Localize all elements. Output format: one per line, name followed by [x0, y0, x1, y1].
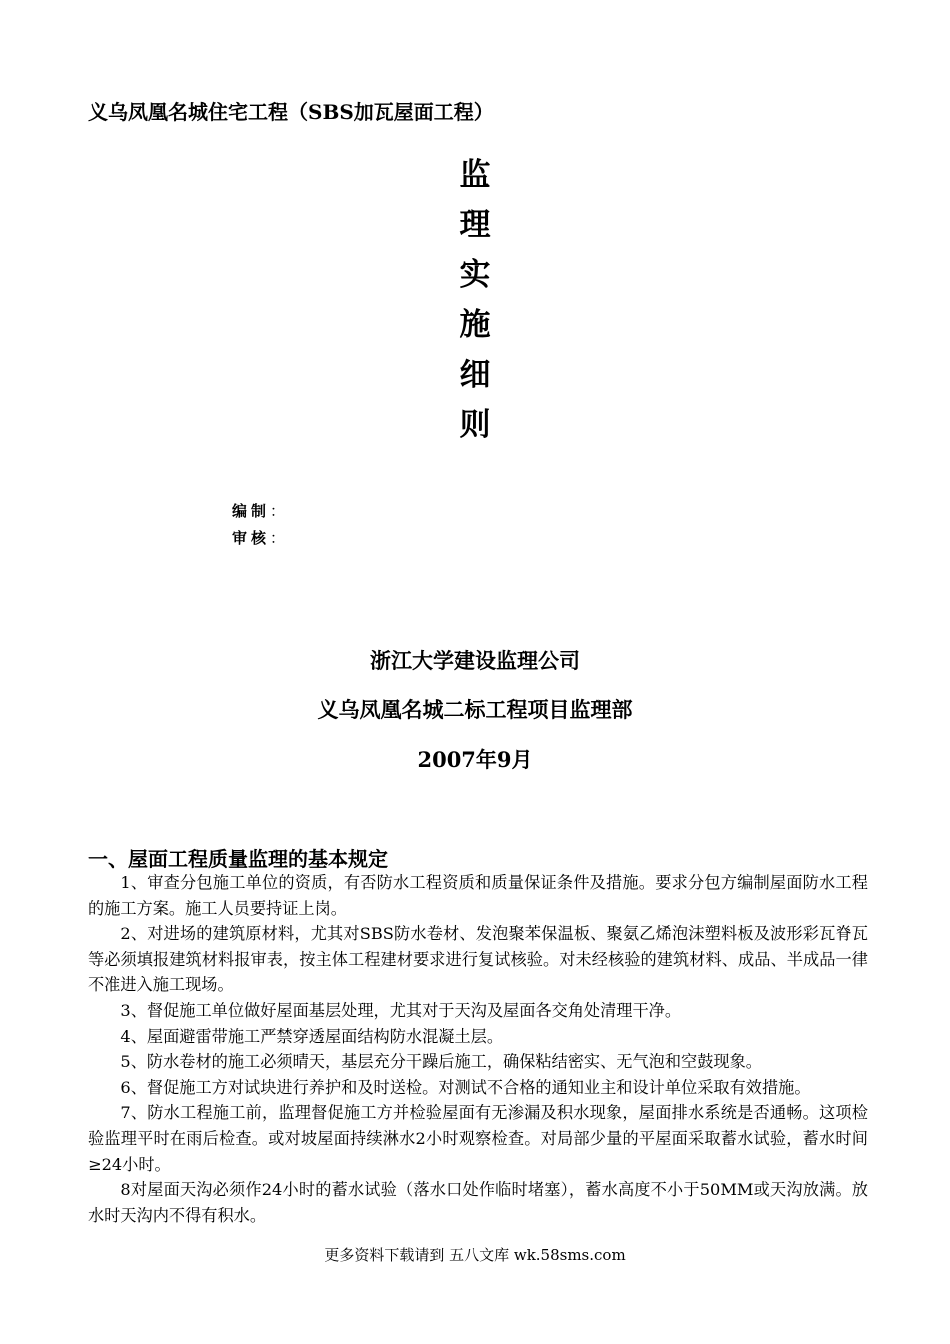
- reviewer-label: 审核: [232, 529, 271, 547]
- paragraph: 2、对进场的建筑原材料，尤其对SBS防水卷材、发泡聚苯保温板、聚氨乙烯泡沫塑料板及波形彩瓦脊瓦等必须填报建筑材料报审表，按主体工程建材要求进行复试核验。对未经核验的建筑材料、成品、半成品一律不准进入施工现场。: [88, 924, 868, 995]
- title-char: 施: [459, 307, 491, 343]
- title-char: 监: [459, 157, 491, 193]
- company-name: 浙江大学建设监理公司: [370, 648, 580, 673]
- department-name: 义乌凤凰名城二标工程项目监理部: [317, 697, 633, 722]
- paragraph: 3、督促施工单位做好屋面基层处理，尤其对于天沟及屋面各交角处清理干净。: [120, 1000, 682, 1020]
- paragraph: 4、屋面避雷带施工严禁穿透屋面结构防水混凝土层。: [120, 1026, 504, 1046]
- vertical-document-title: [452, 150, 498, 450]
- title-char: 细: [459, 357, 491, 393]
- compiler-label: 编制: [232, 502, 271, 520]
- title-char: 实: [459, 257, 491, 293]
- reviewer-colon: ：: [270, 529, 286, 547]
- section-body: [88, 870, 868, 1228]
- paragraph: 5、防水卷材的施工必须晴天，基层充分干躁后施工，确保粘结密实、无气泡和空鼓现象。: [120, 1052, 762, 1072]
- title-char: 则: [459, 407, 491, 443]
- footer-note: 更多资料下载请到 五八文库 wk.58sms.com: [324, 1246, 626, 1264]
- compiler-row: [232, 498, 285, 525]
- section-heading: 一、屋面工程质量监理的基本规定: [88, 847, 388, 871]
- reviewer-row: [232, 525, 285, 552]
- paragraph: 6、督促施工方对试块进行养护和及时送检。对测试不合格的通知业主和设计单位采取有效措施。: [120, 1077, 811, 1097]
- paragraph: 1、审查分包施工单位的资质，有否防水工程资质和质量保证条件及措施。要求分包方编制屋面防水工程的施工方案。施工人员要持证上岗。: [88, 873, 868, 918]
- title-char: 理: [459, 207, 491, 243]
- project-title: 义乌凤凰名城住宅工程（SBS加瓦屋面工程）: [88, 100, 494, 124]
- document-date: 2007年9月: [417, 747, 533, 772]
- signature-block: [232, 498, 285, 552]
- paragraph: 7、防水工程施工前，监理督促施工方并检验屋面有无渗漏及积水现象，屋面排水系统是否通畅。这项检验监理平时在雨后检查。或对坡屋面持续淋水2小时观察检查。对局部少量的平屋面采取蓄水试验，蓄水时间≥24小时。: [88, 1103, 868, 1174]
- paragraph: 8对屋面天沟必须作24小时的蓄水试验（落水口处作临时堵塞），蓄水高度不小于50MM或天沟放满。放水时天沟内不得有积水。: [88, 1180, 868, 1225]
- compiler-colon: ：: [270, 502, 286, 520]
